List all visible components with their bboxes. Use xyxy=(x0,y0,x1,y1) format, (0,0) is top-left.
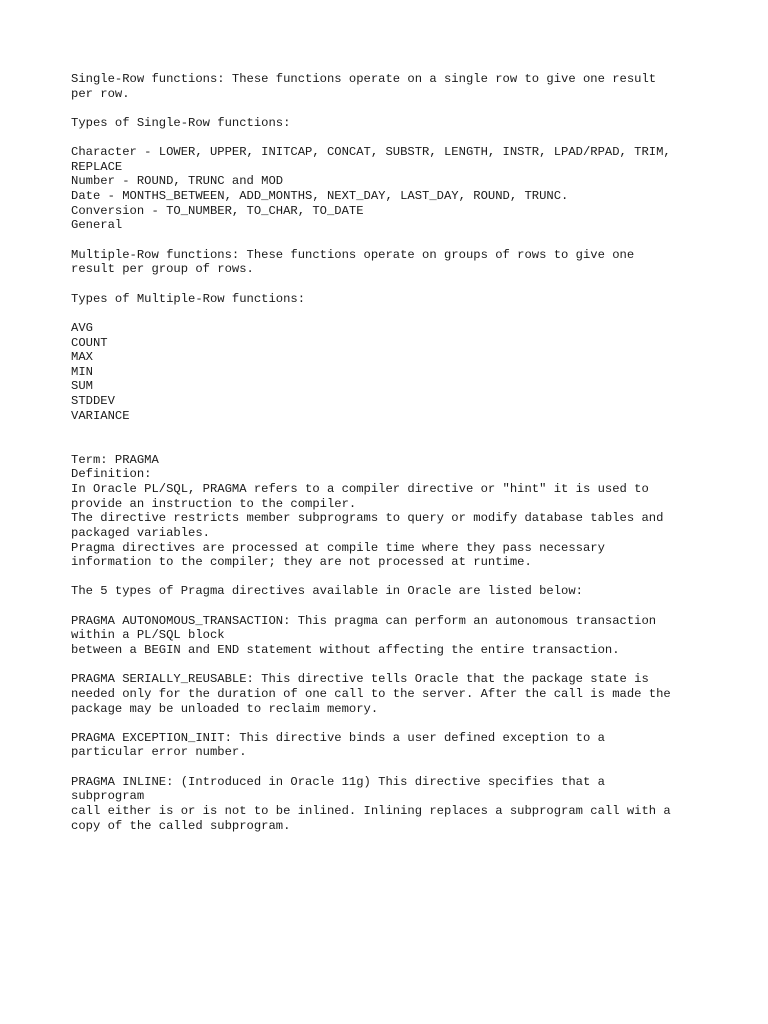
text-line: call either is or is not to be inlined. Inlining replaces a subprogram call with a xyxy=(71,804,671,819)
blank-line xyxy=(71,760,751,775)
text-line: STDDEV xyxy=(71,394,115,409)
text-line: Types of Single-Row functions: xyxy=(71,115,291,130)
document-body xyxy=(71,72,751,833)
text-line: subprogram xyxy=(71,789,145,804)
text-line: within a PL/SQL block xyxy=(71,628,225,643)
text-line: Conversion - TO_NUMBER, TO_CHAR, TO_DATE xyxy=(71,203,364,218)
text-line: PRAGMA INLINE: (Introduced in Oracle 11g) This directive specifies that a xyxy=(71,774,605,789)
blank-line xyxy=(71,599,751,614)
blank-line xyxy=(71,233,751,248)
text-line: MIN xyxy=(71,364,93,379)
text-line: Single-Row functions: These functions operate on a single row to give one result xyxy=(71,72,657,86)
text-line: PRAGMA EXCEPTION_INIT: This directive binds a user defined exception to a xyxy=(71,730,605,745)
text-line: In Oracle PL/SQL, PRAGMA refers to a compiler directive or "hint" it is used to xyxy=(71,481,649,496)
text-line: Types of Multiple-Row functions: xyxy=(71,291,306,306)
text-line: VARIANCE xyxy=(71,408,130,423)
text-line: per row. xyxy=(71,86,130,101)
blank-line xyxy=(71,101,751,116)
blank-line xyxy=(71,306,751,321)
text-line: SUM xyxy=(71,379,93,394)
text-line: Multiple-Row functions: These functions operate on groups of rows to give one xyxy=(71,247,635,262)
blank-line xyxy=(71,131,751,146)
text-line: PRAGMA AUTONOMOUS_TRANSACTION: This pragma can perform an autonomous transaction xyxy=(71,613,657,628)
text-line: copy of the called subprogram. xyxy=(71,818,291,833)
blank-line xyxy=(71,658,751,673)
text-line: PRAGMA SERIALLY_REUSABLE: This directive tells Oracle that the package state is xyxy=(71,672,649,687)
blank-line xyxy=(71,277,751,292)
text-line: General xyxy=(71,218,123,233)
text-line: Date - MONTHS_BETWEEN, ADD_MONTHS, NEXT_DAY, LAST_DAY, ROUND, TRUNC. xyxy=(71,189,569,204)
text-line: package may be unloaded to reclaim memory. xyxy=(71,701,379,716)
text-line: REPLACE xyxy=(71,159,123,174)
text-line: packaged variables. xyxy=(71,525,210,540)
text-line: Pragma directives are processed at compile time where they pass necessary xyxy=(71,540,605,555)
text-line: Definition: xyxy=(71,467,152,482)
text-line: between a BEGIN and END statement without affecting the entire transaction. xyxy=(71,642,620,657)
text-line: needed only for the duration of one call to the server. After the call is made the xyxy=(71,686,671,701)
text-line: Term: PRAGMA xyxy=(71,452,159,467)
text-line: provide an instruction to the compiler. xyxy=(71,496,357,511)
text-line: Character - LOWER, UPPER, INITCAP, CONCAT, SUBSTR, LENGTH, INSTR, LPAD/RPAD, TRIM, xyxy=(71,145,671,160)
text-line: AVG xyxy=(71,320,93,335)
text-line: MAX xyxy=(71,350,93,365)
text-line: information to the compiler; they are not processed at runtime. xyxy=(71,555,532,570)
text-line: result per group of rows. xyxy=(71,262,254,277)
text-line: particular error number. xyxy=(71,745,247,760)
blank-line xyxy=(71,438,751,453)
document-page xyxy=(71,72,751,833)
blank-line xyxy=(71,716,751,731)
text-line: The directive restricts member subprograms to query or modify database tables and xyxy=(71,511,664,526)
text-line: COUNT xyxy=(71,335,108,350)
text-line: The 5 types of Pragma directives available in Oracle are listed below: xyxy=(71,584,583,599)
blank-line xyxy=(71,423,751,438)
text-line: Number - ROUND, TRUNC and MOD xyxy=(71,174,284,189)
blank-line xyxy=(71,570,751,585)
